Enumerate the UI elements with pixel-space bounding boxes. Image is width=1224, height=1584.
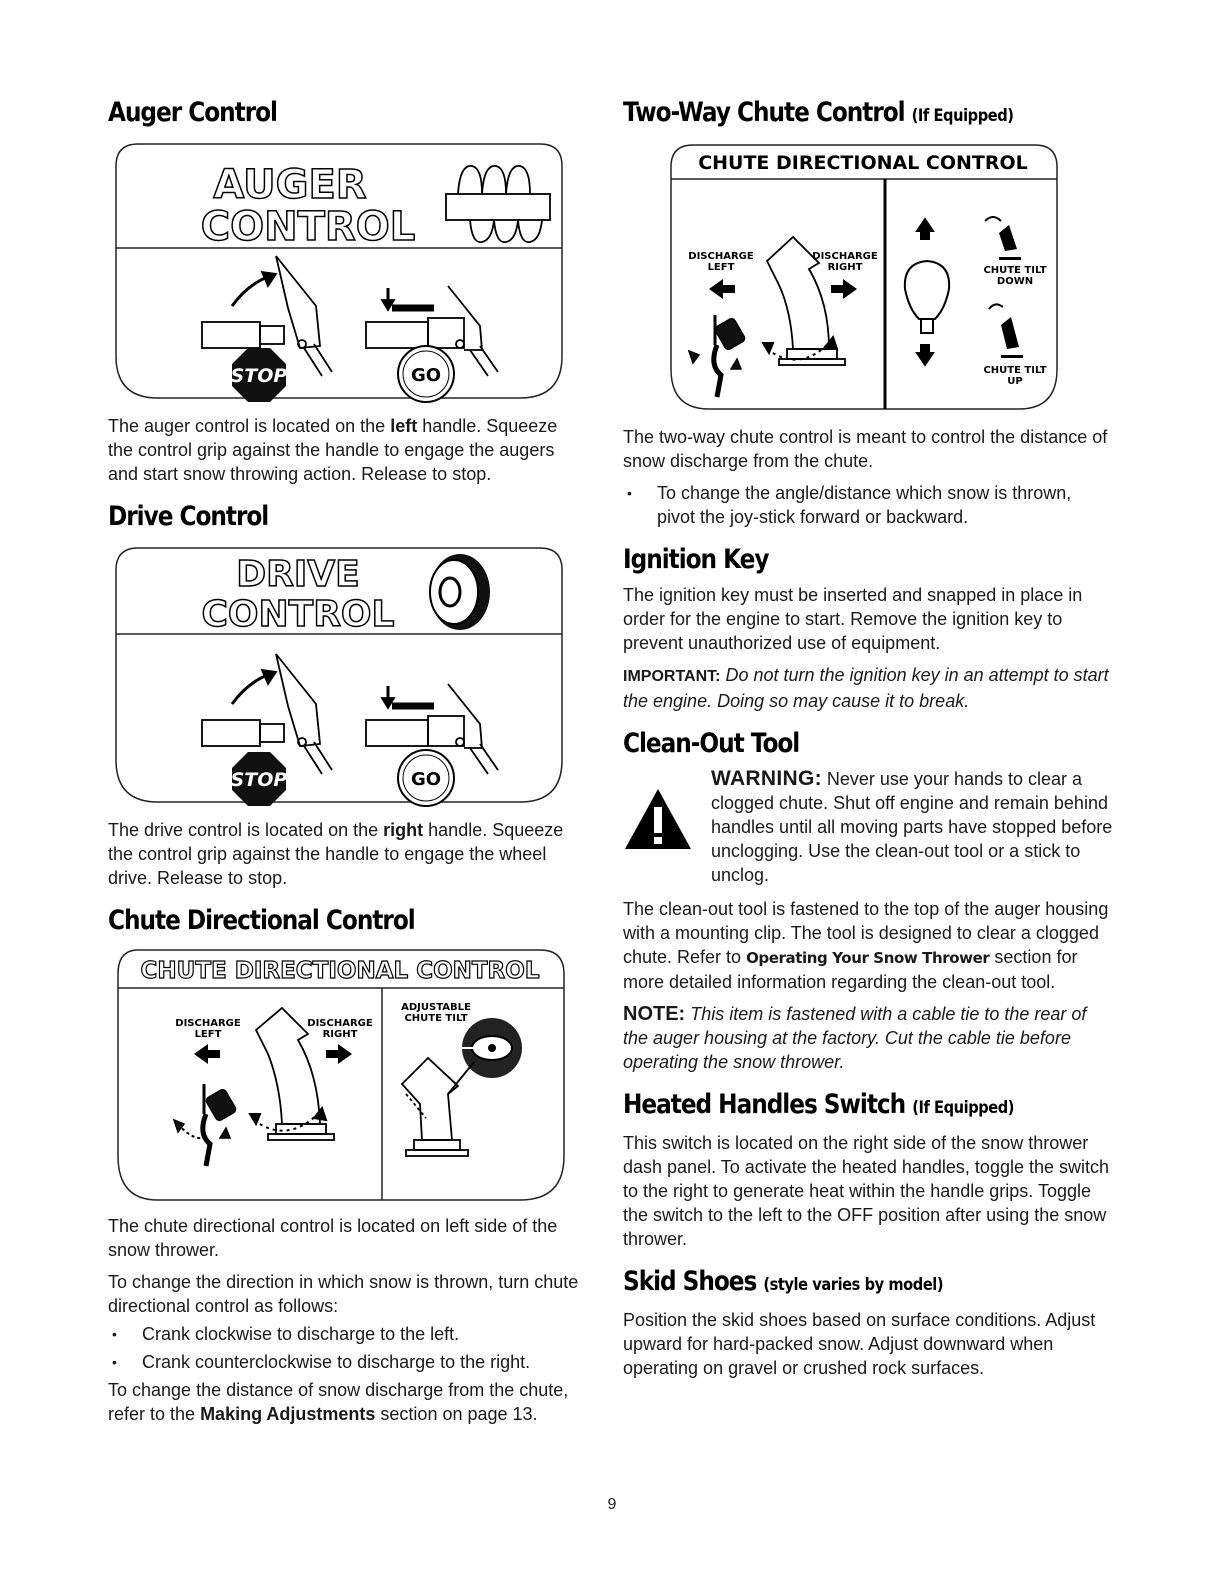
two-way-chute-decal bbox=[623, 139, 1063, 417]
clean-out-tool-section bbox=[623, 727, 1113, 1074]
drive-control-section bbox=[108, 500, 583, 890]
ignition-key-heading: Ignition Key bbox=[623, 544, 769, 575]
drive-decal-line2: CONTROL bbox=[201, 594, 395, 635]
page-number: 9 bbox=[607, 1496, 617, 1513]
warning-label: WARNING: bbox=[711, 767, 822, 790]
svg-text:DISCHARGE: DISCHARGE bbox=[307, 1018, 373, 1029]
joystick-icon bbox=[905, 219, 949, 365]
svg-text:LEFT: LEFT bbox=[194, 1029, 222, 1040]
chute-directional-heading: Chute Directional Control bbox=[108, 905, 415, 936]
two-way-chute-section bbox=[623, 96, 1113, 529]
arrow-right-icon bbox=[831, 279, 857, 299]
auger-spiral-icon bbox=[446, 166, 550, 242]
stop-sign-icon bbox=[231, 752, 288, 806]
svg-text:DISCHARGE: DISCHARGE bbox=[688, 251, 754, 262]
auger-control-section bbox=[108, 96, 583, 486]
two-way-decal-title: CHUTE DIRECTIONAL CONTROL bbox=[698, 152, 1028, 174]
heated-handles-heading: Heated Handles Switch (If Equipped) bbox=[623, 1089, 1015, 1120]
svg-text:GO: GO bbox=[410, 365, 442, 386]
chute-description-3: To change the distance of snow discharge from the chute, refer to the Making Adjustments section on page 13. bbox=[108, 1380, 569, 1424]
tilt-chute-icon bbox=[402, 1058, 474, 1156]
svg-text:ADJUSTABLE: ADJUSTABLE bbox=[401, 1002, 471, 1013]
svg-text:CHUTE TILT: CHUTE TILT bbox=[404, 1013, 468, 1024]
auger-description: The auger control is located on the left handle. Squeeze the control grip against the handle to engage the augers and start snow throwing action. Release to stop. bbox=[108, 416, 558, 484]
svg-text:STOP: STOP bbox=[230, 769, 288, 791]
crank-icon bbox=[174, 1084, 237, 1166]
svg-text:STOP: STOP bbox=[230, 365, 288, 387]
warning-triangle-icon bbox=[623, 787, 693, 851]
two-way-bullet-list bbox=[623, 481, 1113, 529]
svg-text:DOWN: DOWN bbox=[996, 276, 1034, 287]
crank-icon bbox=[689, 315, 746, 397]
clean-out-tool-heading: Clean-Out Tool bbox=[623, 728, 800, 759]
chute-description-2: To change the direction in which snow is thrown, turn chute directional control as follows: bbox=[108, 1272, 579, 1316]
wheel-icon bbox=[430, 554, 490, 630]
two-way-description: The two-way chute control is meant to control the distance of snow discharge from the chute. bbox=[623, 427, 1108, 471]
chute-bullet-list bbox=[108, 1322, 583, 1374]
ignition-description: The ignition key must be inserted and snapped in place in order for the engine to start. Remove the ignition key to prevent unauthorized use of equipment. bbox=[623, 585, 1083, 653]
rotate-arrow-icon bbox=[250, 1108, 326, 1131]
warning-block bbox=[623, 767, 1113, 887]
svg-text:RIGHT: RIGHT bbox=[827, 262, 863, 273]
svg-text:CHUTE TILT: CHUTE TILT bbox=[983, 365, 1047, 376]
arrow-left-icon bbox=[709, 279, 735, 299]
list-item: • Crank counterclockwise to discharge to the right. bbox=[108, 1350, 583, 1374]
right-column bbox=[623, 96, 1113, 1394]
list-item: • To change the angle/distance which snow is thrown, pivot the joy-stick forward or backward. bbox=[623, 481, 1113, 529]
list-item: • Crank clockwise to discharge to the left. bbox=[108, 1322, 583, 1346]
svg-text:UP: UP bbox=[1007, 376, 1023, 387]
drive-decal-line1: DRIVE bbox=[236, 554, 360, 595]
go-circle-icon bbox=[398, 346, 454, 402]
clean-out-note: NOTE: This item is fastened with a cable tie to the rear of the auger housing at the factory. Cut the cable tie before operating the snow thrower. bbox=[623, 1003, 1087, 1072]
drive-description: The drive control is located on the right handle. Squeeze the control grip against the handle to engage the wheel drive. Release to stop. bbox=[108, 820, 564, 888]
svg-text:DISCHARGE: DISCHARGE bbox=[175, 1018, 241, 1029]
ignition-important: IMPORTANT: Do not turn the ignition key in an attempt to start the engine. Doing so may cause it to break. bbox=[623, 665, 1109, 711]
warning-text: Never use your hands to clear a clogged chute. Shut off engine and remain behind handles until all moving parts have stopped before unclogging. Use the clean-out tool or a stick to unclog. bbox=[711, 769, 1113, 885]
svg-text:DISCHARGE: DISCHARGE bbox=[812, 251, 878, 262]
skid-shoes-heading: Skid Shoes (style varies by model) bbox=[623, 1266, 944, 1297]
arrow-left-icon bbox=[194, 1044, 220, 1064]
clean-out-description: The clean-out tool is fastened to the top of the auger housing with a mounting clip. The tool is designed to clear a clogged chute. Refer to Operating Your Snow Thrower section for more detailed information regarding the clean-out tool. bbox=[623, 899, 1109, 992]
svg-text:GO: GO bbox=[410, 769, 442, 790]
skid-shoes-section bbox=[623, 1265, 1113, 1380]
arrow-right-icon bbox=[326, 1044, 352, 1064]
svg-text:RIGHT: RIGHT bbox=[322, 1029, 358, 1040]
svg-text:LEFT: LEFT bbox=[707, 262, 735, 273]
svg-text:CHUTE TILT: CHUTE TILT bbox=[983, 265, 1047, 276]
stop-sign-icon bbox=[231, 348, 288, 402]
tilt-down-icon bbox=[985, 217, 1021, 260]
auger-control-decal bbox=[108, 136, 570, 406]
drive-control-decal bbox=[108, 540, 570, 810]
auger-control-heading: Auger Control bbox=[108, 97, 277, 128]
heated-handles-description: This switch is located on the right side of the snow thrower dash panel. To activate the heated handles, toggle the switch to the right to generate heat within the handle grips. Toggle the switch to the left to the OFF position after using the snow thrower. bbox=[623, 1133, 1110, 1249]
go-circle-icon bbox=[398, 750, 454, 806]
two-way-chute-heading: Two-Way Chute Control (If Equipped) bbox=[623, 97, 1014, 128]
auger-decal-line2: CONTROL bbox=[200, 204, 416, 250]
tilt-up-icon bbox=[989, 304, 1023, 358]
chute-description-1: The chute directional control is located on left side of the snow thrower. bbox=[108, 1216, 558, 1260]
drive-control-heading: Drive Control bbox=[108, 501, 269, 532]
auger-decal-line1: AUGER bbox=[213, 162, 367, 208]
heated-handles-section bbox=[623, 1088, 1113, 1251]
chute-decal-title: CHUTE DIRECTIONAL CONTROL bbox=[140, 958, 540, 984]
left-column bbox=[108, 96, 583, 1440]
ignition-key-section bbox=[623, 543, 1113, 713]
skid-shoes-description: Position the skid shoes based on surface conditions. Adjust upward for hard-packed snow. Adjust downward when operating on gravel or crushed rock surfaces. bbox=[623, 1310, 1096, 1378]
chute-directional-section bbox=[108, 904, 583, 1426]
chute-directional-decal bbox=[108, 944, 570, 1206]
